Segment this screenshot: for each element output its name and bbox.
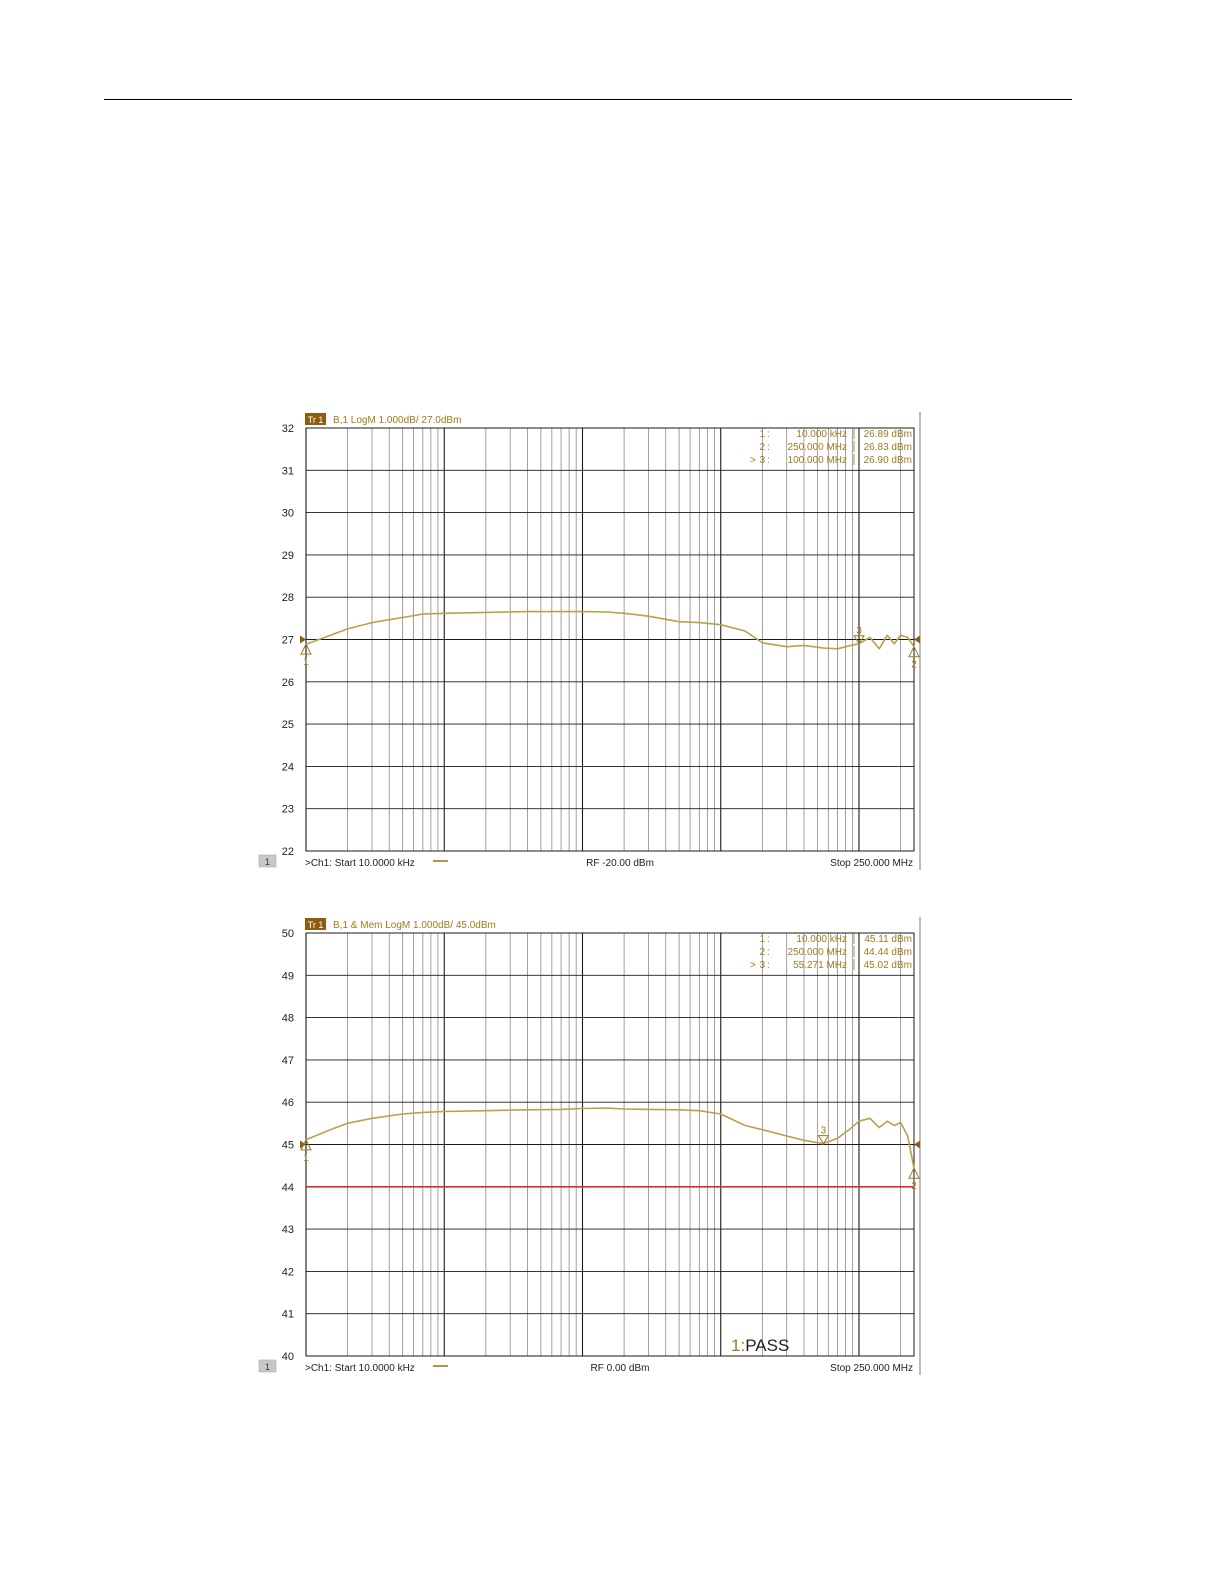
marker-3-label: 3 <box>856 625 862 637</box>
y-tick-label: 31 <box>281 465 294 478</box>
y-tick-label: 49 <box>281 970 294 983</box>
chart-2 <box>255 915 925 1377</box>
reference-right-arrow <box>914 636 920 644</box>
readout-marker-id: 1 <box>759 934 765 945</box>
reference-right-arrow <box>914 1141 920 1149</box>
marker-active-indicator: > <box>750 455 756 466</box>
pass-number: 1: <box>731 1336 746 1355</box>
readout-marker-id: 2 <box>759 947 765 958</box>
footer-rf: RF -20.00 dBm <box>586 858 654 869</box>
y-tick-label: 23 <box>281 803 294 816</box>
trace-header: B,1 LogM 1.000dB/ 27.0dBm <box>333 415 462 426</box>
marker-2-label: 2 <box>911 1181 917 1193</box>
readout-colon: : <box>767 455 770 466</box>
y-tick-label: 50 <box>281 928 294 940</box>
readout-colon: : <box>767 947 770 958</box>
readout-freq: 250.000 MHz <box>787 442 847 453</box>
y-tick-label: 41 <box>281 1308 294 1321</box>
readout-marker-id: 3 <box>759 960 765 971</box>
y-tick-label: 40 <box>281 1351 294 1363</box>
y-tick-label: 44 <box>281 1181 294 1194</box>
y-tick-label: 26 <box>281 676 294 689</box>
marker-3-label: 3 <box>820 1125 827 1137</box>
y-tick-label: 42 <box>281 1266 294 1279</box>
readout-value: 26.83 dBm <box>863 442 912 453</box>
chart-1-plot <box>255 410 925 872</box>
y-tick-label: 28 <box>281 592 294 605</box>
readout-value: 45.11 dBm <box>864 934 912 945</box>
readout-freq: 55.271 MHz <box>793 960 847 971</box>
pass-word: PASS <box>745 1336 790 1355</box>
readout-colon: : <box>767 934 770 945</box>
marker-1-label: 1 <box>303 1152 309 1164</box>
readout-freq: 10.000 kHz <box>796 429 847 440</box>
y-tick-label: 22 <box>281 846 294 858</box>
top-rule <box>104 99 1072 100</box>
footer-start: >Ch1: Start 10.0000 kHz <box>305 1363 415 1374</box>
readout-colon: : <box>767 442 770 453</box>
readout-freq: 10.000 kHz <box>796 934 847 945</box>
footer-stop: Stop 250.000 MHz <box>830 858 913 869</box>
chart-2-plot <box>255 915 925 1377</box>
reference-left-arrow <box>300 636 306 644</box>
readout-marker-id: 1 <box>759 429 765 440</box>
readout-value: 26.89 dBm <box>863 429 912 440</box>
y-tick-label: 30 <box>281 507 294 520</box>
readout-marker-id: 3 <box>759 455 765 466</box>
channel-box-label: 1 <box>264 1362 271 1372</box>
y-tick-label: 27 <box>281 634 294 647</box>
y-tick-label: 47 <box>281 1054 294 1067</box>
chart-1 <box>255 410 925 872</box>
y-tick-label: 43 <box>281 1224 294 1237</box>
y-tick-label: 25 <box>281 719 294 732</box>
pass-indicator <box>731 1336 789 1355</box>
trace-badge-label: Tr 1 <box>307 415 324 425</box>
marker-2-label: 2 <box>911 659 917 671</box>
footer-rf: RF 0.00 dBm <box>590 1363 650 1374</box>
trace-badge-label: Tr 1 <box>307 920 324 930</box>
y-tick-label: 45 <box>281 1139 294 1152</box>
readout-colon: : <box>767 429 770 440</box>
readout-freq: 100.000 MHz <box>787 455 847 466</box>
readout-value: 44.44 dBm <box>863 947 912 958</box>
trace-header: B,1 & Mem LogM 1.000dB/ 45.0dBm <box>333 920 496 931</box>
readout-colon: : <box>767 960 770 971</box>
marker-1-label: 1 <box>303 657 309 669</box>
marker-active-indicator: > <box>750 960 756 971</box>
y-tick-label: 48 <box>281 1012 294 1025</box>
footer-stop: Stop 250.000 MHz <box>830 1363 913 1374</box>
y-tick-label: 24 <box>281 761 294 774</box>
readout-freq: 250.000 MHz <box>787 947 847 958</box>
channel-box-label: 1 <box>264 857 271 867</box>
y-tick-label: 29 <box>281 549 294 562</box>
footer-start: >Ch1: Start 10.0000 kHz <box>305 858 415 869</box>
readout-marker-id: 2 <box>759 442 765 453</box>
readout-value: 45.02 dBm <box>863 960 912 971</box>
y-tick-label: 32 <box>281 423 294 435</box>
readout-value: 26.90 dBm <box>863 455 912 466</box>
y-tick-label: 46 <box>281 1097 294 1110</box>
